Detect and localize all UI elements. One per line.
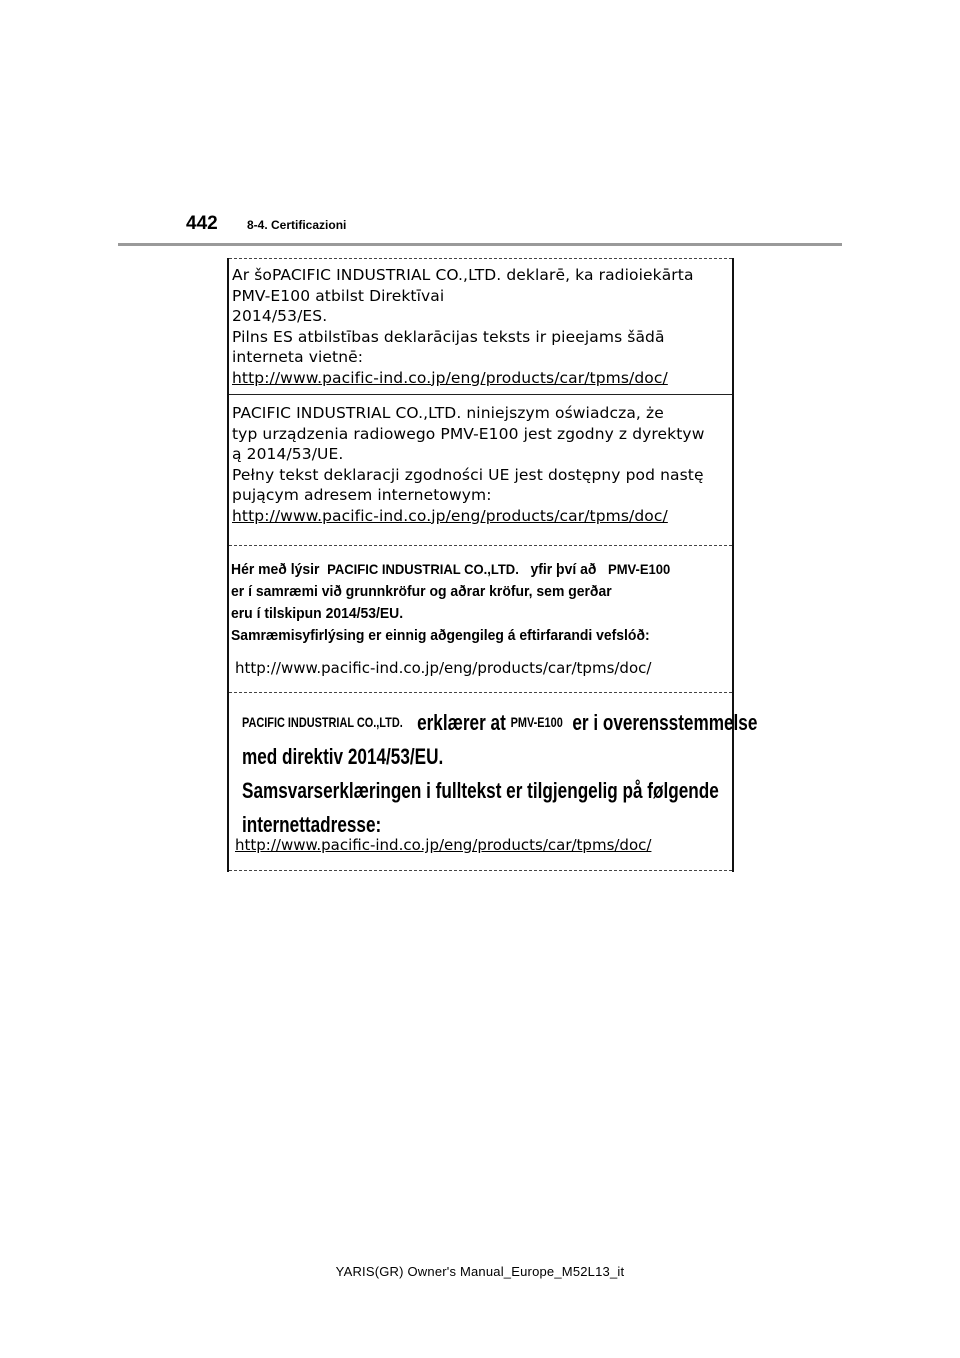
norwegian-url: http://www.pacific-ind.co.jp/eng/products/car/tpms/doc/ [235, 836, 652, 854]
latvian-line: Pilns ES atbilstības deklarācijas teksts ir pieejams šādā [232, 327, 665, 346]
divider-top [229, 258, 732, 259]
icelandic-url: http://www.pacific-ind.co.jp/eng/products/car/tpms/doc/ [235, 659, 652, 677]
icelandic-line: er í samræmi við grunnkröfur og aðrar kröfur, sem gerðar [231, 583, 612, 600]
norwegian-model: PMV-E100 [510, 714, 563, 730]
icelandic-model: PMV-E100 [608, 561, 671, 577]
polish-line: Pełny tekst deklaracji zgodności UE jest dostępny pod nastę [232, 465, 704, 484]
norwegian-line: med direktiv 2014/53/EU. [242, 744, 444, 769]
icelandic-intro: Hér með lýsir [231, 561, 320, 578]
latvian-line: PMV-E100 atbilst Direktīvai [232, 286, 445, 305]
header-rule [118, 243, 842, 246]
norwegian-first-line [242, 705, 758, 740]
norwegian-tail: er i overensstemmelse [572, 710, 758, 735]
polish-url: http://www.pacific-ind.co.jp/eng/products/car/tpms/doc/ [232, 506, 668, 525]
icelandic-line: Samræmisyfirlýsing er einnig aðgengileg á eftirfarandi vefslóð: [231, 627, 650, 644]
icelandic-line: eru í tilskipun 2014/53/EU. [231, 605, 404, 622]
latvian-line: Ar šoPACIFIC INDUSTRIAL CO.,LTD. deklarē, ka radioiekārta [232, 266, 694, 284]
polish-declaration [232, 403, 732, 526]
divider-latvian-polish [229, 394, 732, 395]
certification-box [227, 258, 758, 872]
norwegian-declaration [242, 705, 758, 842]
icelandic-declaration [231, 558, 697, 647]
norwegian-line: Samsvarserklæringen i fulltekst er tilgjengelig på følgende [242, 778, 719, 803]
icelandic-first-line [231, 558, 697, 581]
divider-polish-icelandic [229, 545, 732, 546]
manual-id-footer: YARIS(GR) Owner's Manual_Europe_M52L13_it [335, 1264, 625, 1279]
icelandic-company: PACIFIC INDUSTRIAL CO.,LTD. [327, 561, 519, 577]
latvian-declaration [232, 265, 732, 388]
latvian-line: 2014/53/ES. [232, 307, 328, 325]
section-title: 8-4. Certificazioni [247, 218, 347, 232]
page-number: 442 [186, 213, 218, 234]
norwegian-line: internettadresse: [242, 812, 382, 837]
polish-line: PACIFIC INDUSTRIAL CO.,LTD. niniejszym oświadcza, że [232, 404, 664, 422]
latvian-line: interneta vietnē: [232, 348, 364, 366]
polish-line: pującym adresem internetowym: [232, 486, 492, 504]
divider-icelandic-norwegian [229, 692, 732, 693]
norwegian-mid: erklærer at [417, 710, 506, 735]
icelandic-mid: yfir því að [530, 561, 597, 578]
divider-bottom [229, 870, 732, 871]
polish-line: ą 2014/53/UE. [232, 445, 344, 463]
polish-line: typ urządzenia radiowego PMV-E100 jest zgodny z dyrektyw [232, 424, 705, 443]
latvian-url: http://www.pacific-ind.co.jp/eng/products/car/tpms/doc/ [232, 368, 668, 387]
norwegian-company: PACIFIC INDUSTRIAL CO.,LTD. [242, 714, 403, 730]
